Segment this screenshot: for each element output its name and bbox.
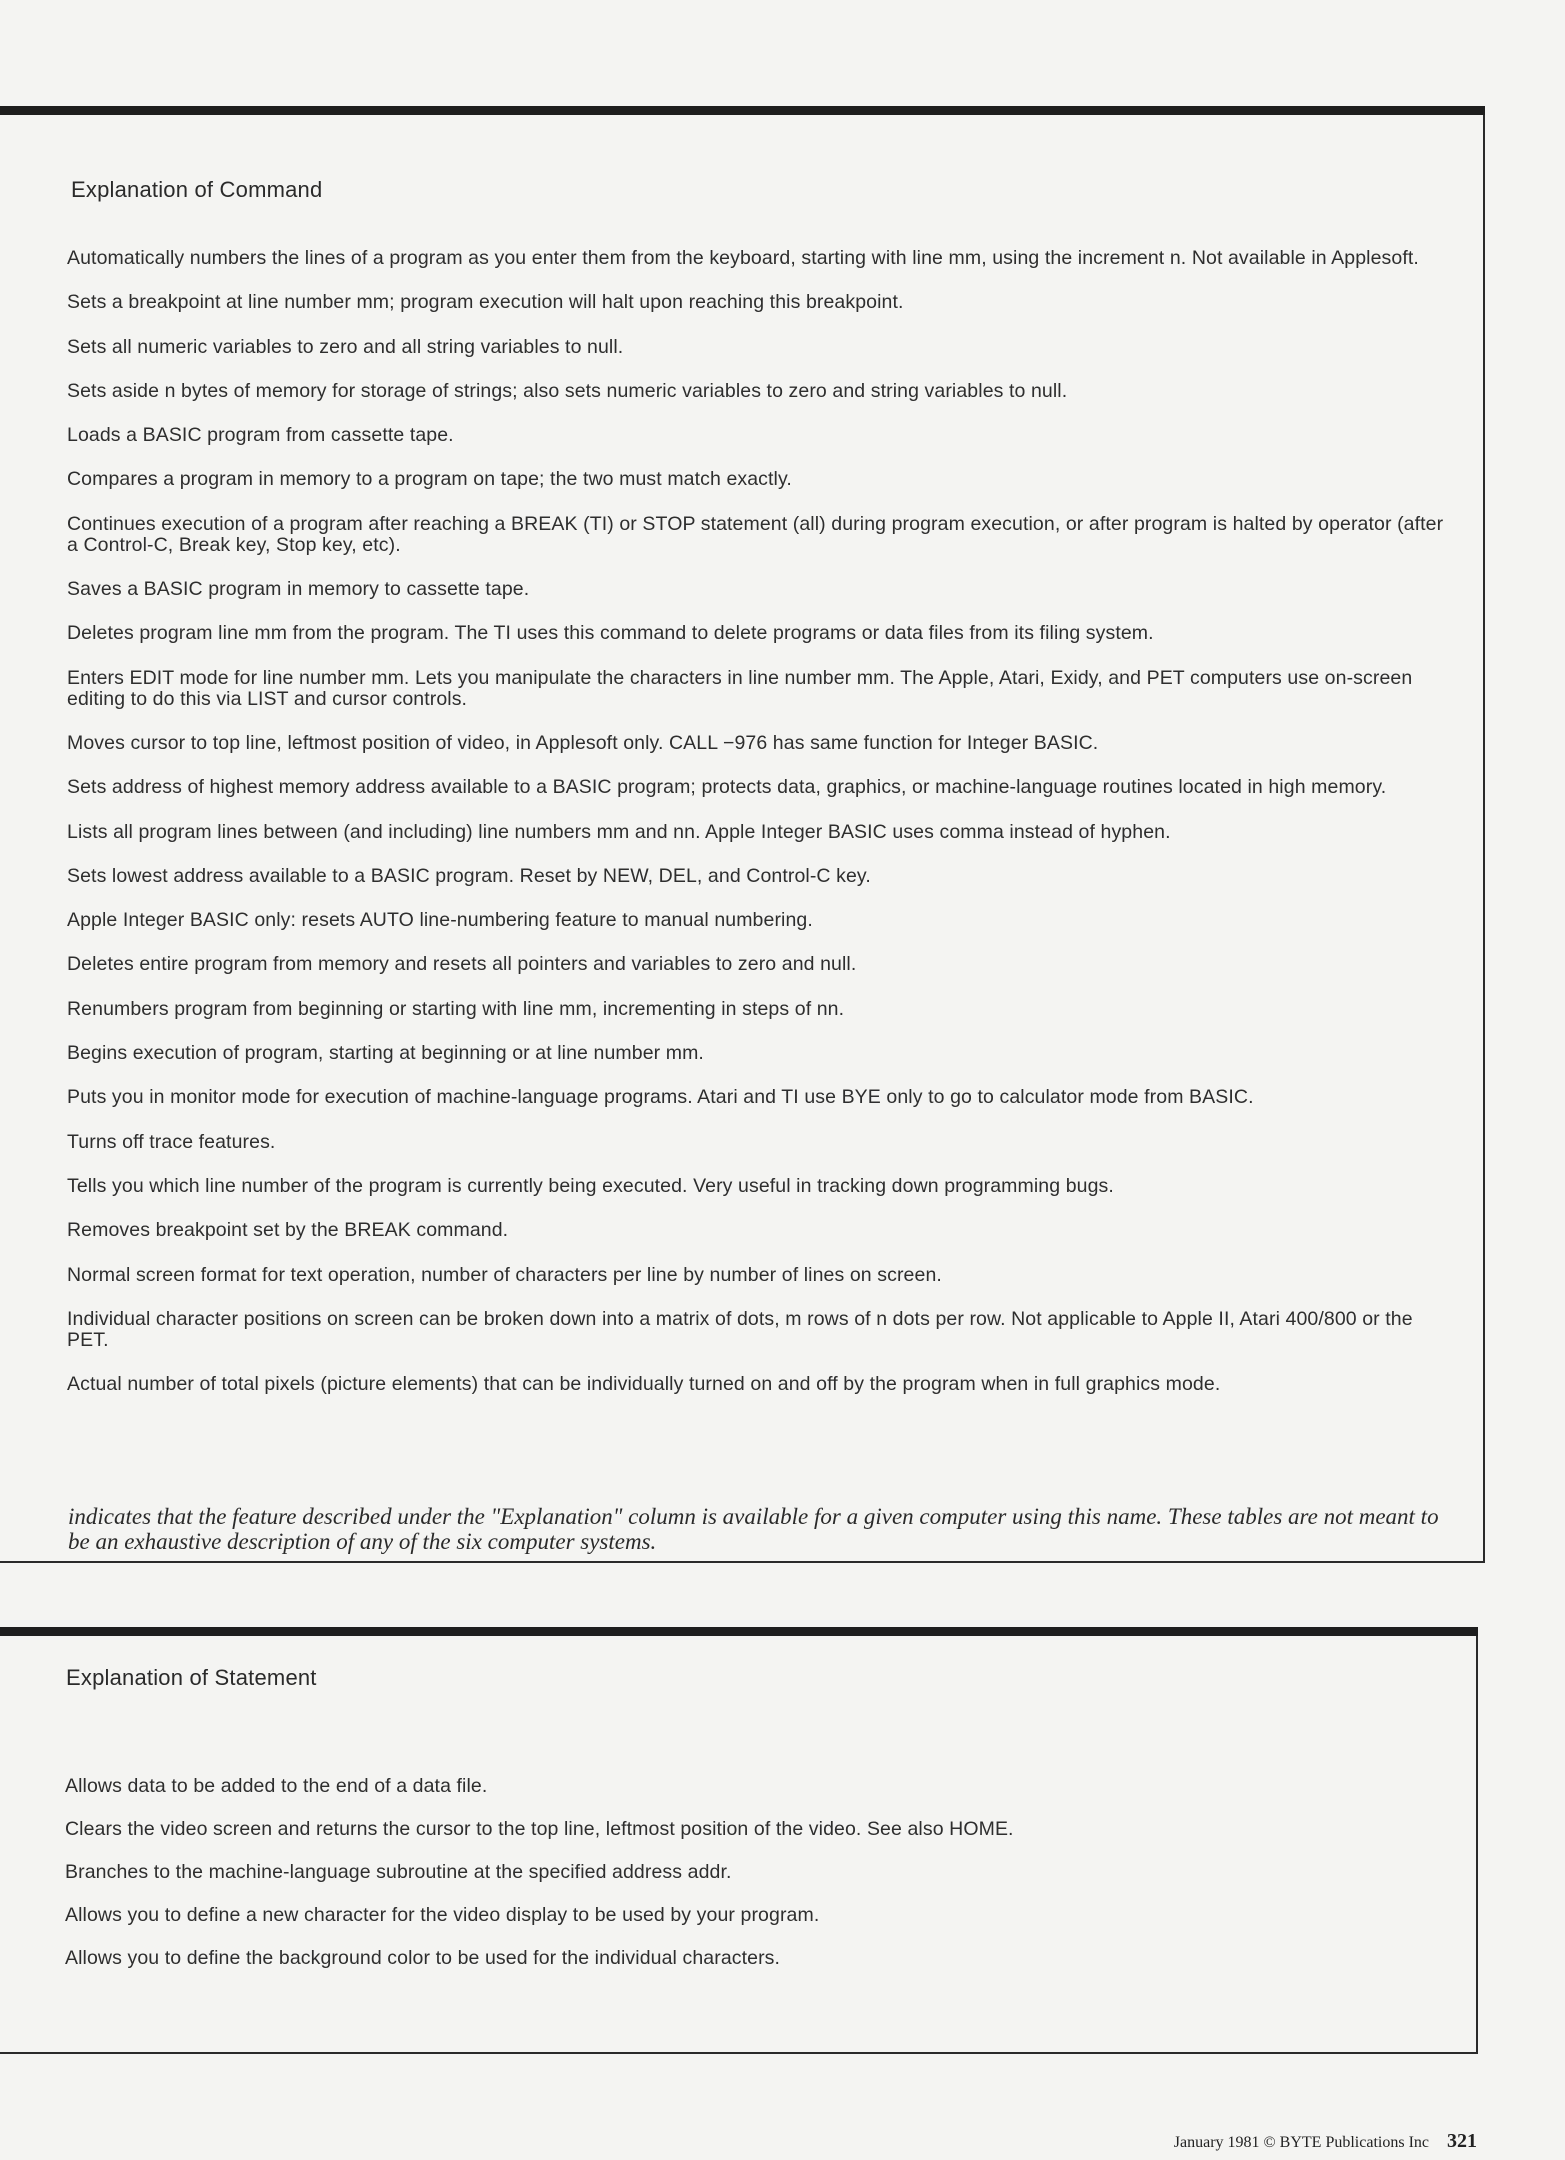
table-row: Allows data to be added to the end of a data file. [65, 1775, 488, 1797]
table-row: Sets all numeric variables to zero and all string variables to null. [67, 335, 624, 358]
table-top-rule [0, 1627, 1478, 1636]
table-row: Tells you which line number of the program is currently being executed. Very useful in tracking down programming bugs. [67, 1174, 1114, 1197]
table-row: Deletes program line mm from the program. The TI uses this command to delete programs or data files from its filing system. [67, 622, 1154, 645]
table-row: Allows you to define the background color to be used for the individual characters. [65, 1947, 781, 1969]
table-row: Sets a breakpoint at line number mm; program execution will halt upon reaching this breakpoint. [67, 291, 904, 314]
commands-explanation-list [67, 248, 1457, 1418]
table-row: Automatically numbers the lines of a program as you enter them from the keyboard, starting with line mm, using the increment n. Not available in Applesoft. [67, 247, 1419, 269]
table-row: Lists all program lines between (and including) line numbers mm and nn. Apple Integer BASIC uses comma instead of hyphen. [67, 820, 1171, 843]
commands-table [0, 106, 1485, 1563]
table-row: Individual character positions on screen can be broken down into a matrix of dots, m rows of n dots per row. Not applicable to Apple II, Atari 400/800 or the PET. [67, 1307, 1413, 1351]
table-row: Clears the video screen and returns the cursor to the top line, leftmost position of the video. See also HOME. [65, 1818, 1014, 1840]
table-row: Deletes entire program from memory and resets all pointers and variables to zero and null. [67, 953, 857, 976]
table-row: Sets aside n bytes of memory for storage of strings; also sets numeric variables to zero and string variables to null. [67, 379, 1068, 402]
table-row: Begins execution of program, starting at beginning or at line number mm. [67, 1042, 704, 1065]
table-row: Saves a BASIC program in memory to cassette tape. [67, 578, 530, 601]
table-row: Moves cursor to top line, leftmost position of video, in Applesoft only. CALL −976 has same function for Integer BASIC. [67, 731, 1099, 754]
table-row: Branches to the machine-language subroutine at the specified address addr. [65, 1861, 732, 1883]
table-row: Allows you to define a new character for the video display to be used by your program. [65, 1904, 820, 1926]
statements-explanation-list [65, 1776, 1455, 1991]
table-row: Sets address of highest memory address available to a BASIC program; protects data, graphics, or machine-language routines located in high memory. [67, 776, 1387, 799]
table-footnote: indicates that the feature described under the "Explanation" column is available for a given computer using this name. These tables are not meant to be an exhaustive description of any of the six computer systems. [68, 1504, 1439, 1554]
table-row: Enters EDIT mode for line number mm. Lets you manipulate the characters in line number mm. The Apple, Atari, Exidy, and PET computers use on-screen editing to do this via LIST and cursor controls. [67, 666, 1413, 710]
statements-column-heading: Explanation of Statement [66, 1665, 317, 1690]
table-top-rule [0, 106, 1485, 115]
footer-credit: January 1981 © BYTE Publications Inc [1173, 2134, 1429, 2151]
table-row: Compares a program in memory to a program on tape; the two must match exactly. [67, 468, 792, 491]
page-footer [1174, 2130, 1477, 2153]
table-row: Renumbers program from beginning or starting with line mm, incrementing in steps of nn. [67, 997, 845, 1020]
statements-table [0, 1627, 1478, 2054]
table-row: Puts you in monitor mode for execution of machine-language programs. Atari and TI use BYE only to go to calculator mode from BASIC. [67, 1086, 1254, 1109]
table-row: Loads a BASIC program from cassette tape. [67, 424, 454, 447]
page-number: 321 [1447, 2130, 1477, 2152]
commands-column-heading: Explanation of Command [71, 177, 323, 202]
table-row: Sets lowest address available to a BASIC program. Reset by NEW, DEL, and Control-C key. [67, 864, 871, 887]
table-row: Removes breakpoint set by the BREAK command. [67, 1219, 509, 1242]
table-row: Continues execution of a program after reaching a BREAK (TI) or STOP statement (all) during program execution, or after program is halted by operator (after a Control-C, Break key, Stop key, etc). [67, 512, 1444, 556]
table-row: Actual number of total pixels (picture elements) that can be individually turned on and off by the program when in full graphics mode. [67, 1373, 1221, 1396]
table-row: Apple Integer BASIC only: resets AUTO line-numbering feature to manual numbering. [67, 909, 813, 932]
table-row: Normal screen format for text operation, number of characters per line by number of lines on screen. [67, 1263, 942, 1286]
table-row: Turns off trace features. [67, 1130, 276, 1153]
